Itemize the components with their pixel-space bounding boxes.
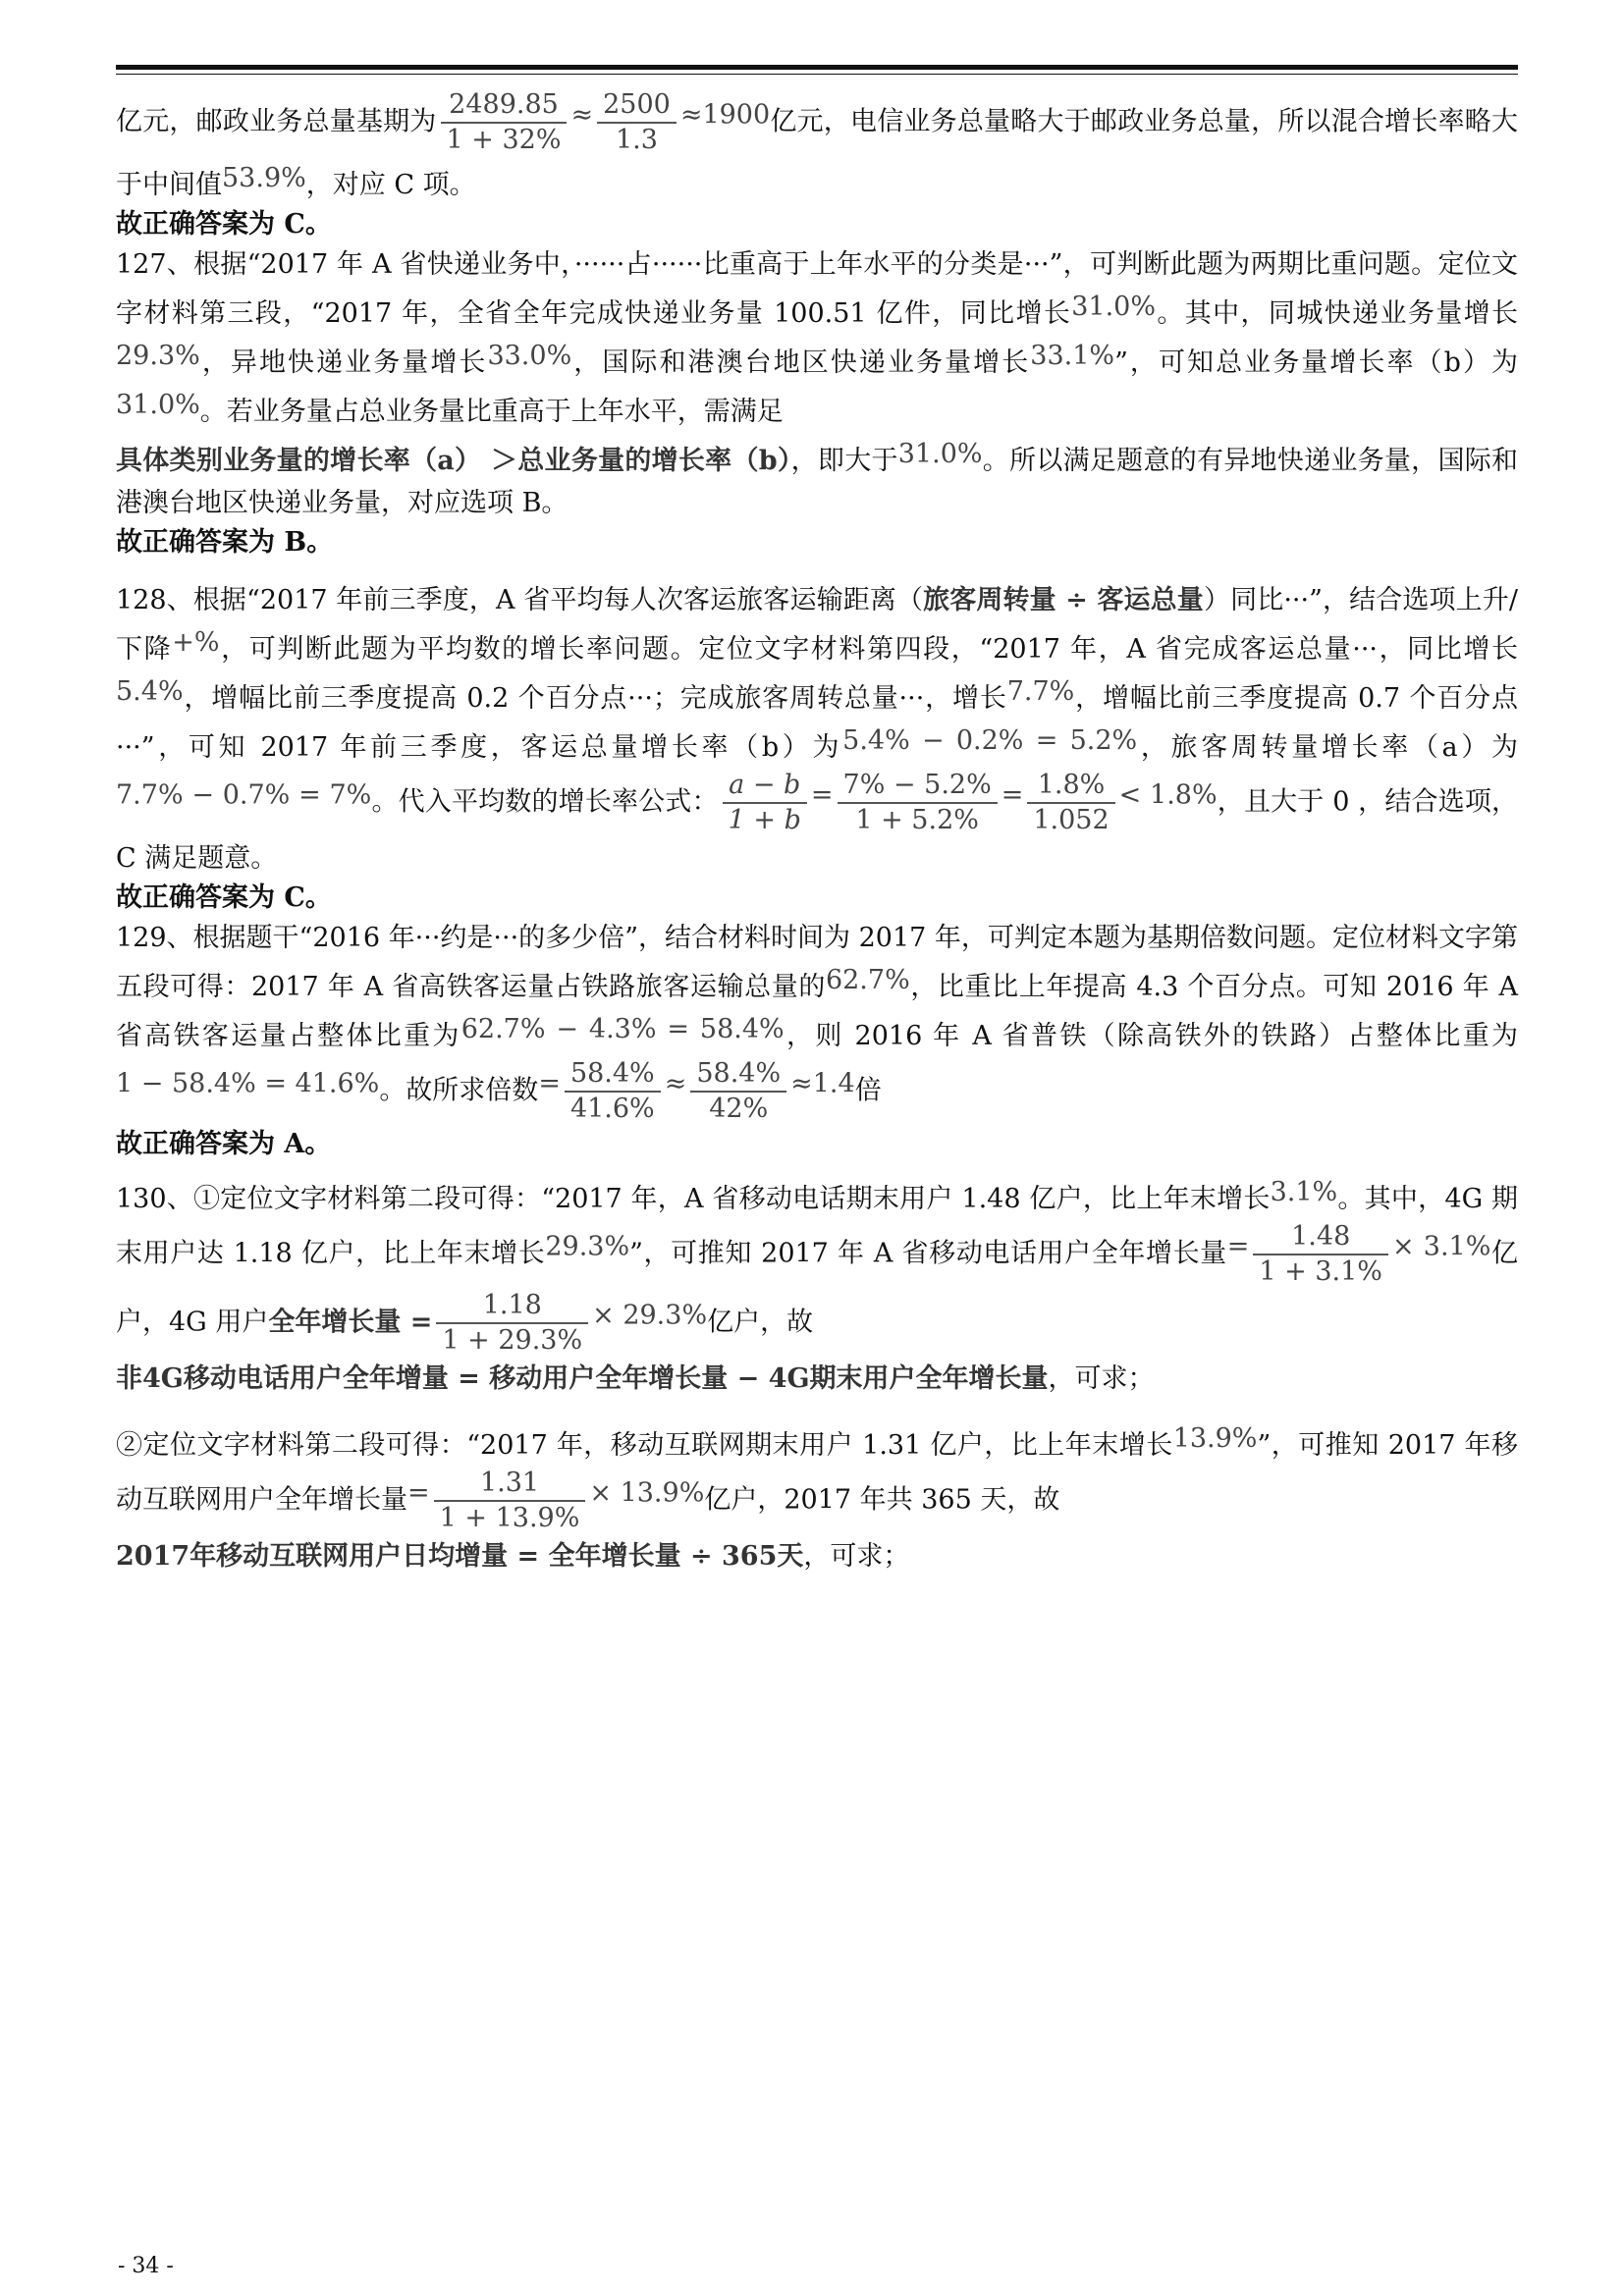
math-expression: 62.7% xyxy=(825,965,910,995)
fraction xyxy=(723,769,807,837)
math-expression: < 1.8% xyxy=(1118,779,1218,811)
explanation-paragraph xyxy=(116,579,1518,880)
fraction-denominator: 1 + b xyxy=(723,802,807,837)
text-run: ，可求； xyxy=(803,1541,910,1572)
text-run: ，国际和港澳台地区快递业务量增长 xyxy=(571,347,1031,378)
text-run: ，即大于 xyxy=(790,446,898,476)
text-run: ，增幅比前三季度提高 0.7 个百分点···”，可知 2017 年前三季度，客运总量增长率（b）为 xyxy=(116,683,1518,763)
math-expression: ≈ xyxy=(664,1068,687,1099)
text-run: ②定位文字材料第二段可得：“2017 年，移动互联网期末用户 1.31 亿户，比上年末增长 xyxy=(116,1430,1173,1461)
text-run: 亿户，4G 用户 xyxy=(116,1238,1518,1338)
formula-text: 非4G移动电话用户全年增量 = 移动用户全年增长量 − 4G期末用户全年增长量 xyxy=(116,1363,1049,1394)
math-expression: 7.7% − 0.7% = 7% xyxy=(116,779,372,811)
math-expression: 5.4% xyxy=(116,676,184,707)
math-expression: 31.0% xyxy=(897,439,983,469)
math-expression: 7.7% xyxy=(1006,676,1075,707)
fraction-denominator: 42% xyxy=(690,1091,786,1126)
text-run: 。其中，同城快递业务量增长 xyxy=(1156,298,1518,329)
fraction xyxy=(441,88,568,157)
math-expression: 5.4% − 0.2% = 5.2% xyxy=(842,725,1138,756)
fraction-denominator: 1.052 xyxy=(1027,802,1114,837)
text-run: 亿元，邮政业务总量基期为 xyxy=(116,106,437,137)
text-run: 130、①定位文字材料第二段可得：“2017 年，A 省移动电话期末用户 1.48 亿户，比上年末增长 xyxy=(116,1184,1271,1214)
paragraph-spacer xyxy=(116,1163,1518,1171)
fraction-denominator: 1 + 5.2% xyxy=(838,802,998,837)
math-expression: 31.0% xyxy=(116,390,200,420)
math-expression: 29.3% xyxy=(116,341,200,371)
fraction xyxy=(690,1057,786,1126)
document-body xyxy=(116,88,1518,1577)
math-expression: = xyxy=(407,1477,430,1509)
text-run: 亿户，故 xyxy=(707,1307,814,1338)
text-run: 127、根据“2017 年 A 省快递业务中，······占······比重高于上年水平的分类是···”，可判断此题为两期比重问题。定位文字材料第三段，“2017 年，全省全年完成快递业务量 100.51 亿件，同比增长 xyxy=(116,249,1518,329)
text-run: 。若业务量占总业务量比重高于上年水平，需满足 xyxy=(199,397,784,427)
header-rule-thin xyxy=(116,74,1518,75)
fraction xyxy=(838,769,998,837)
text-run: ”，可推知 2017 年移动互联网用户全年增长量 xyxy=(116,1430,1518,1516)
fraction-numerator: 1.48 xyxy=(1291,1221,1351,1252)
math-expression: 3.1% xyxy=(1270,1177,1338,1207)
text-run: 。所以满足题意的有异地快递业务量，国际和港澳台地区快递业务量，对应选项 B。 xyxy=(116,446,1518,518)
answer-line: 故正确答案为 A。 xyxy=(116,1129,332,1159)
text-run: ”，可知总业务量增长率（b）为 xyxy=(1114,347,1519,378)
text-run: ，异地快递业务量增长 xyxy=(199,347,488,378)
fraction xyxy=(436,1289,588,1358)
math-expression: ≈1900 xyxy=(679,99,771,131)
text-run: ，则 2016 年 A 省普铁（除高铁外的铁路）占整体比重为 xyxy=(784,1021,1519,1051)
math-expression: 31.0% xyxy=(1071,292,1157,322)
text-run: ，且大于 0 ，结合选项，C 满足题意。 xyxy=(116,786,1518,874)
math-expression: 33.1% xyxy=(1030,341,1115,371)
text-run: 亿户，2017 年共 365 天，故 xyxy=(704,1484,1060,1516)
formula-text: 2017年移动互联网用户日均增量 = 全年增长量 ÷ 365天 xyxy=(116,1541,804,1572)
formula-text: 旅客周转量 ÷ 客运总量 xyxy=(923,585,1204,615)
fraction-numerator: 2489.85 xyxy=(449,89,559,120)
answer-line: 故正确答案为 C。 xyxy=(116,882,332,913)
text-run: ，旅客周转量增长率（a）为 xyxy=(1137,732,1518,763)
math-expression: 62.7% − 4.3% = 58.4% xyxy=(460,1014,785,1044)
explanation-paragraph xyxy=(116,1535,1518,1577)
fraction-numerator: 2500 xyxy=(603,89,671,120)
math-expression: × 29.3% xyxy=(592,1300,708,1331)
fraction xyxy=(1027,769,1114,837)
fraction-numerator: 58.4% xyxy=(696,1058,782,1089)
text-run: 。其中，4G 期末用户达 1.18 亿户，比上年末增长 xyxy=(116,1184,1518,1269)
math-expression: +% xyxy=(172,627,220,658)
explanation-paragraph xyxy=(116,917,1518,1126)
text-run: 129、根据题干“2016 年···约是···的多少倍”，结合材料时间为 2017 年，可判定本题为基期倍数问题。定位材料文字第五段可得：2017 年 A 省高铁客运量占铁路旅客运输总量的 xyxy=(116,923,1518,1002)
math-expression: × 3.1% xyxy=(1391,1231,1491,1262)
explanation-paragraph xyxy=(116,88,1518,206)
math-expression: ≈1.4 xyxy=(790,1068,855,1099)
header-rule-thick xyxy=(116,65,1518,70)
text-run: ，比重比上年提高 4.3 个百分点。可知 2016 年 A 省高铁客运量占整体比重为 xyxy=(116,972,1518,1051)
math-expression: 13.9% xyxy=(1172,1423,1258,1454)
fraction-numerator: 7% − 5.2% xyxy=(842,770,992,800)
math-expression: 33.0% xyxy=(487,341,572,371)
fraction xyxy=(434,1467,586,1535)
fraction xyxy=(565,1057,661,1126)
explanation-paragraph xyxy=(116,433,1518,524)
fraction-denominator: 1 + 3.1% xyxy=(1253,1254,1388,1289)
fraction-denominator: 1 + 29.3% xyxy=(436,1322,588,1358)
math-expression: × 13.9% xyxy=(589,1477,705,1509)
fraction-numerator: 1.31 xyxy=(479,1468,540,1498)
fraction-numerator: 1.18 xyxy=(482,1290,542,1320)
explanation-paragraph xyxy=(116,1358,1518,1400)
math-expression: = xyxy=(810,779,834,811)
fraction-numerator: 58.4% xyxy=(569,1058,655,1089)
math-expression: 53.9% xyxy=(222,163,306,193)
math-expression: 29.3% xyxy=(545,1231,630,1262)
paragraph-spacer xyxy=(116,1400,1518,1417)
text-run: ”，可推知 2017 年 A 省移动电话用户全年增长量 xyxy=(629,1238,1227,1269)
fraction xyxy=(1253,1220,1388,1289)
math-expression: ≈ xyxy=(570,99,594,131)
text-run: 。代入平均数的增长率公式： xyxy=(371,786,719,818)
text-run: ，对应 C 项。 xyxy=(305,170,476,200)
text-run: 128、根据“2017 年前三季度，A 省平均每人次客运旅客运输距离（ xyxy=(116,585,924,615)
fraction-denominator: 1.3 xyxy=(597,122,677,157)
text-run: 倍 xyxy=(854,1075,882,1106)
math-expression: 1 − 58.4% = 41.6% xyxy=(116,1068,380,1099)
answer-line: 故正确答案为 B。 xyxy=(116,527,334,558)
paragraph-spacer xyxy=(116,561,1518,579)
math-expression: = xyxy=(1001,779,1024,811)
text-run: ，可求； xyxy=(1048,1363,1155,1394)
formula-text: 具体类别业务量的增长率（a） ＞总业务量的增长率（b） xyxy=(116,446,791,476)
text-run: ）同比···”，结合选项上升/下降 xyxy=(116,585,1518,665)
formula-text: 全年增长量 = xyxy=(268,1307,433,1338)
fraction-numerator: 1.8% xyxy=(1037,770,1106,800)
math-expression: = xyxy=(538,1068,561,1099)
fraction-denominator: 41.6% xyxy=(565,1091,661,1126)
text-run: 亿元，电信业务总量略大于邮政业务总量，所以混合增长率略大于中间值 xyxy=(116,106,1519,200)
text-run: 。故所求倍数 xyxy=(379,1075,539,1106)
fraction-numerator: a − b xyxy=(729,770,801,800)
explanation-paragraph xyxy=(116,243,1518,433)
explanation-paragraph xyxy=(116,1417,1518,1535)
explanation-paragraph xyxy=(116,1171,1518,1358)
fraction-denominator: 1 + 32% xyxy=(441,122,568,157)
text-run: ，增幅比前三季度提高 0.2 个百分点···；完成旅客周转总量···，增长 xyxy=(183,683,1007,714)
fraction-denominator: 1 + 13.9% xyxy=(434,1500,586,1535)
math-expression: = xyxy=(1226,1231,1250,1262)
text-run: ，可判断此题为平均数的增长率问题。定位文字材料第四段，“2017 年，A 省完成客运总量···，同比增长 xyxy=(219,634,1518,665)
fraction xyxy=(597,88,677,157)
answer-line: 故正确答案为 C。 xyxy=(116,209,332,240)
page-number: - 34 - xyxy=(118,2254,174,2278)
